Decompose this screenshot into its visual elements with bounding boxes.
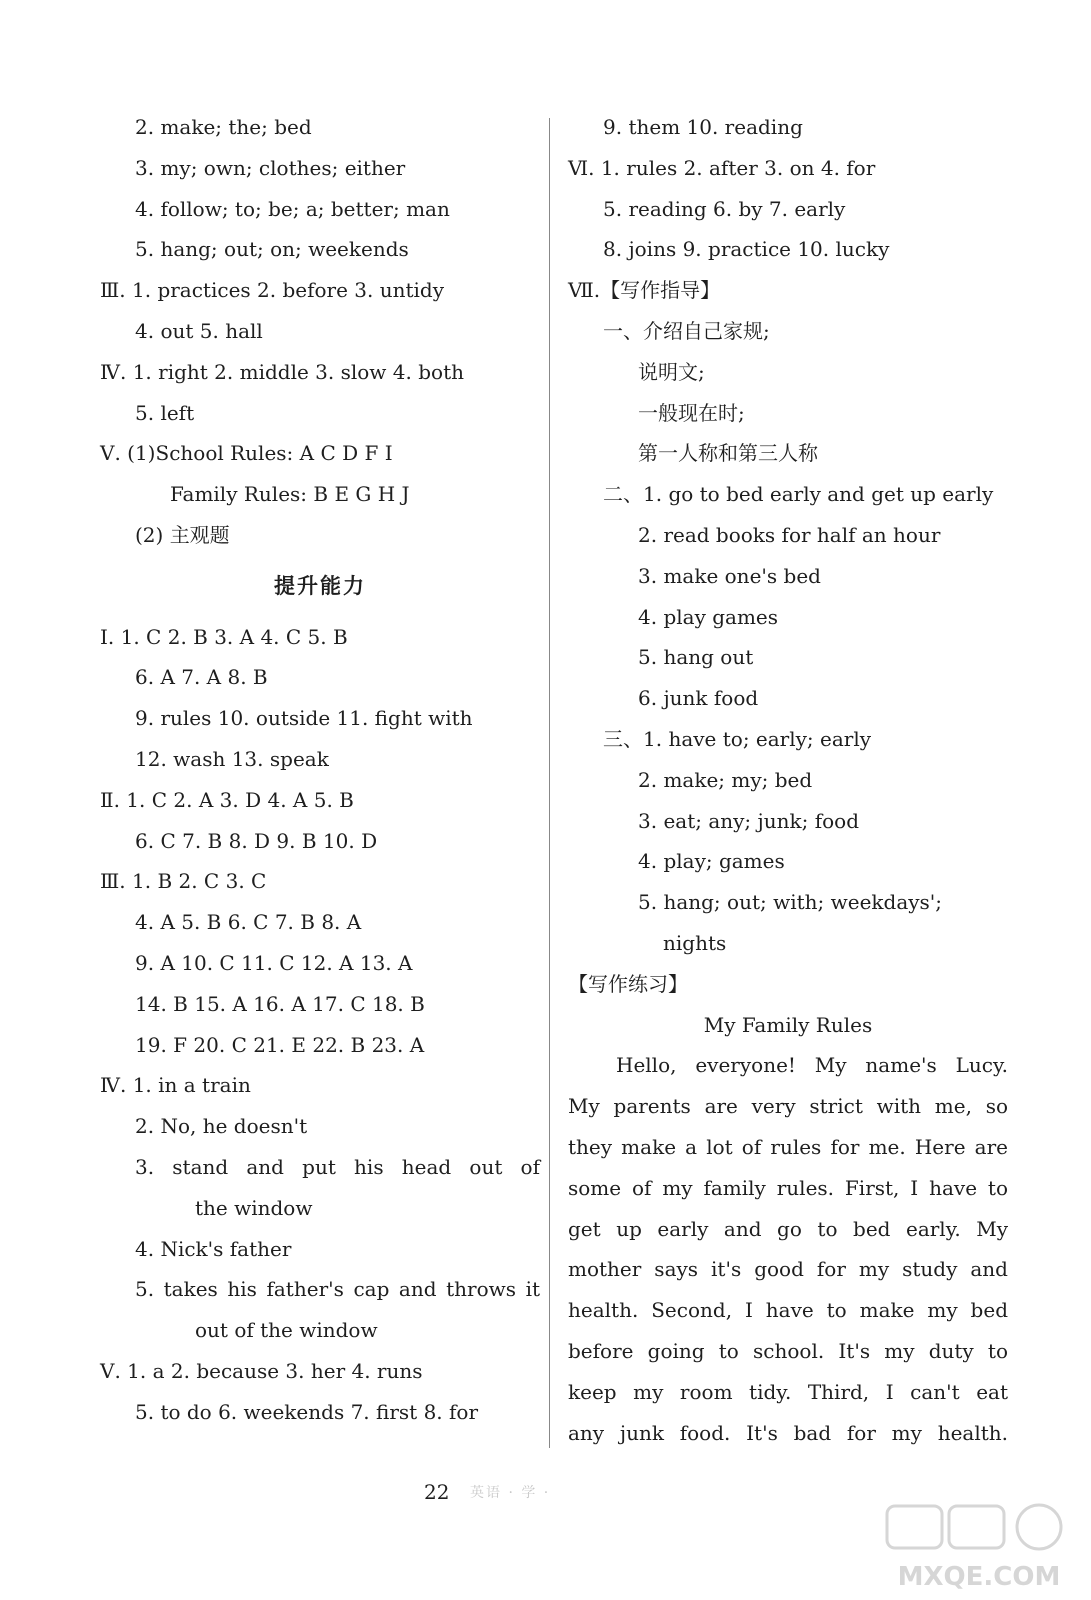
answer-line: 说明文; xyxy=(638,359,705,384)
answer-line: 19. F 20. C 21. E 22. B 23. A xyxy=(135,1032,425,1057)
essay-line: any junk food. It's bad for my health. xyxy=(568,1420,1008,1445)
watermark-logo xyxy=(879,1500,1079,1595)
answer-line: 2. make; the; bed xyxy=(135,115,312,139)
answer-line: out of the window xyxy=(195,1318,378,1343)
answer-line: Ⅴ. (1)School Rules: A C D F I xyxy=(100,441,393,466)
essay-line: get up early and go to bed early. My xyxy=(568,1216,1008,1241)
answer-line: 5. reading 6. by 7. early xyxy=(603,196,846,221)
answer-line: 2. No, he doesn't xyxy=(135,1114,308,1139)
answer-line: 2. make; my; bed xyxy=(638,767,813,792)
answer-line: 一、介绍自己家规; xyxy=(603,318,770,343)
answer-line: 8. joins 9. practice 10. lucky xyxy=(603,237,890,262)
answer-line: 14. B 15. A 16. A 17. C 18. B xyxy=(135,991,425,1016)
essay-line: before going to school. It's my duty to xyxy=(568,1338,1008,1363)
essay-line: My parents are very strict with me, so xyxy=(568,1094,1008,1119)
left-column xyxy=(100,107,540,1433)
answer-line: 4. out 5. hall xyxy=(135,318,263,343)
answer-line: Ⅵ. 1. rules 2. after 3. on 4. for xyxy=(568,155,876,180)
answer-line: 5. hang; out; on; weekends xyxy=(135,237,409,262)
essay-line: keep my room tidy. Third, I can't eat xyxy=(568,1379,1008,1404)
answer-line: (2) 主观题 xyxy=(135,522,230,547)
answer-line: 5. takes his father's cap and throws it xyxy=(135,1277,540,1302)
answer-line: 4. play games xyxy=(638,604,779,629)
essay-line: health. Second, I have to make my bed xyxy=(568,1298,1008,1323)
answer-line: 4. Nick's father xyxy=(135,1236,292,1261)
answer-line: Ⅳ. 1. in a train xyxy=(100,1073,251,1098)
essay-title: My Family Rules xyxy=(703,1012,873,1037)
answer-line: 5. to do 6. weekends 7. first 8. for xyxy=(135,1399,479,1424)
answer-line: 3. eat; any; junk; food xyxy=(638,808,859,833)
answer-line: Ⅰ. 1. C 2. B 3. A 4. C 5. B xyxy=(100,624,348,649)
answer-line: 一般现在时; xyxy=(638,400,745,425)
answer-line: Ⅲ. 1. practices 2. before 3. untidy xyxy=(100,278,445,303)
right-answers xyxy=(568,107,1008,964)
answer-line: 4. follow; to; be; a; better; man xyxy=(135,196,450,221)
answer-line: 二、1. go to bed early and get up early xyxy=(603,482,994,507)
answer-line: 6. A 7. A 8. B xyxy=(135,665,268,690)
answer-line: Ⅴ. 1. a 2. because 3. her 4. runs xyxy=(100,1358,423,1383)
essay-line: they make a lot of rules for me. Here are xyxy=(568,1134,1008,1159)
right-column xyxy=(568,107,1008,1453)
answer-line: 第一人称和第三人称 xyxy=(638,441,818,466)
answer-line: nights xyxy=(663,930,727,955)
essay-line: Hello, everyone! My name's Lucy. xyxy=(616,1053,1008,1078)
answer-line: 3. stand and put his head out of xyxy=(135,1154,540,1179)
answer-line: Ⅶ.【写作指导】 xyxy=(568,278,721,303)
answer-line: 5. hang out xyxy=(638,645,754,670)
essay-body xyxy=(568,1045,1008,1453)
watermark-text: MXQE.COM xyxy=(897,1562,1061,1592)
answer-line: 5. hang; out; with; weekdays'; xyxy=(638,890,943,915)
left-answers-bottom xyxy=(100,617,540,1433)
section-title: 提升能力 xyxy=(274,572,366,598)
answer-line: 9. them 10. reading xyxy=(603,115,803,139)
answer-line: 9. A 10. C 11. C 12. A 13. A xyxy=(135,950,413,975)
answer-line: 3. my; own; clothes; either xyxy=(135,155,406,180)
answer-line: 9. rules 10. outside 11. fight with xyxy=(135,706,473,731)
answer-line: Ⅳ. 1. right 2. middle 3. slow 4. both xyxy=(100,359,464,384)
answer-line: 5. left xyxy=(135,400,195,425)
page-number: 22 xyxy=(424,1480,450,1504)
column-divider xyxy=(549,118,550,1448)
answer-line: Ⅱ. 1. C 2. A 3. D 4. A 5. B xyxy=(100,787,354,812)
answer-line: 4. play; games xyxy=(638,849,785,874)
essay-line: some of my family rules. First, I have to xyxy=(568,1175,1008,1200)
answer-line: the window xyxy=(195,1195,313,1220)
answer-line: 6. junk food xyxy=(638,686,759,711)
footer-faint-text: 英语 · 学 · xyxy=(470,1485,551,1501)
essay-line: mother says it's good for my study and xyxy=(568,1257,1008,1282)
answer-line: 12. wash 13. speak xyxy=(135,746,329,771)
answer-line: 3. make one's bed xyxy=(638,563,821,588)
practice-heading: 【写作练习】 xyxy=(568,971,688,996)
answer-line: 三、1. have to; early; early xyxy=(603,726,872,751)
answer-line: Ⅲ. 1. B 2. C 3. C xyxy=(100,869,267,894)
answer-line: 4. A 5. B 6. C 7. B 8. A xyxy=(135,910,362,935)
left-answers-top xyxy=(100,107,540,556)
answer-line: 6. C 7. B 8. D 9. B 10. D xyxy=(135,828,378,853)
answer-line: Family Rules: B E G H J xyxy=(170,482,410,507)
answer-line: 2. read books for half an hour xyxy=(638,522,941,547)
